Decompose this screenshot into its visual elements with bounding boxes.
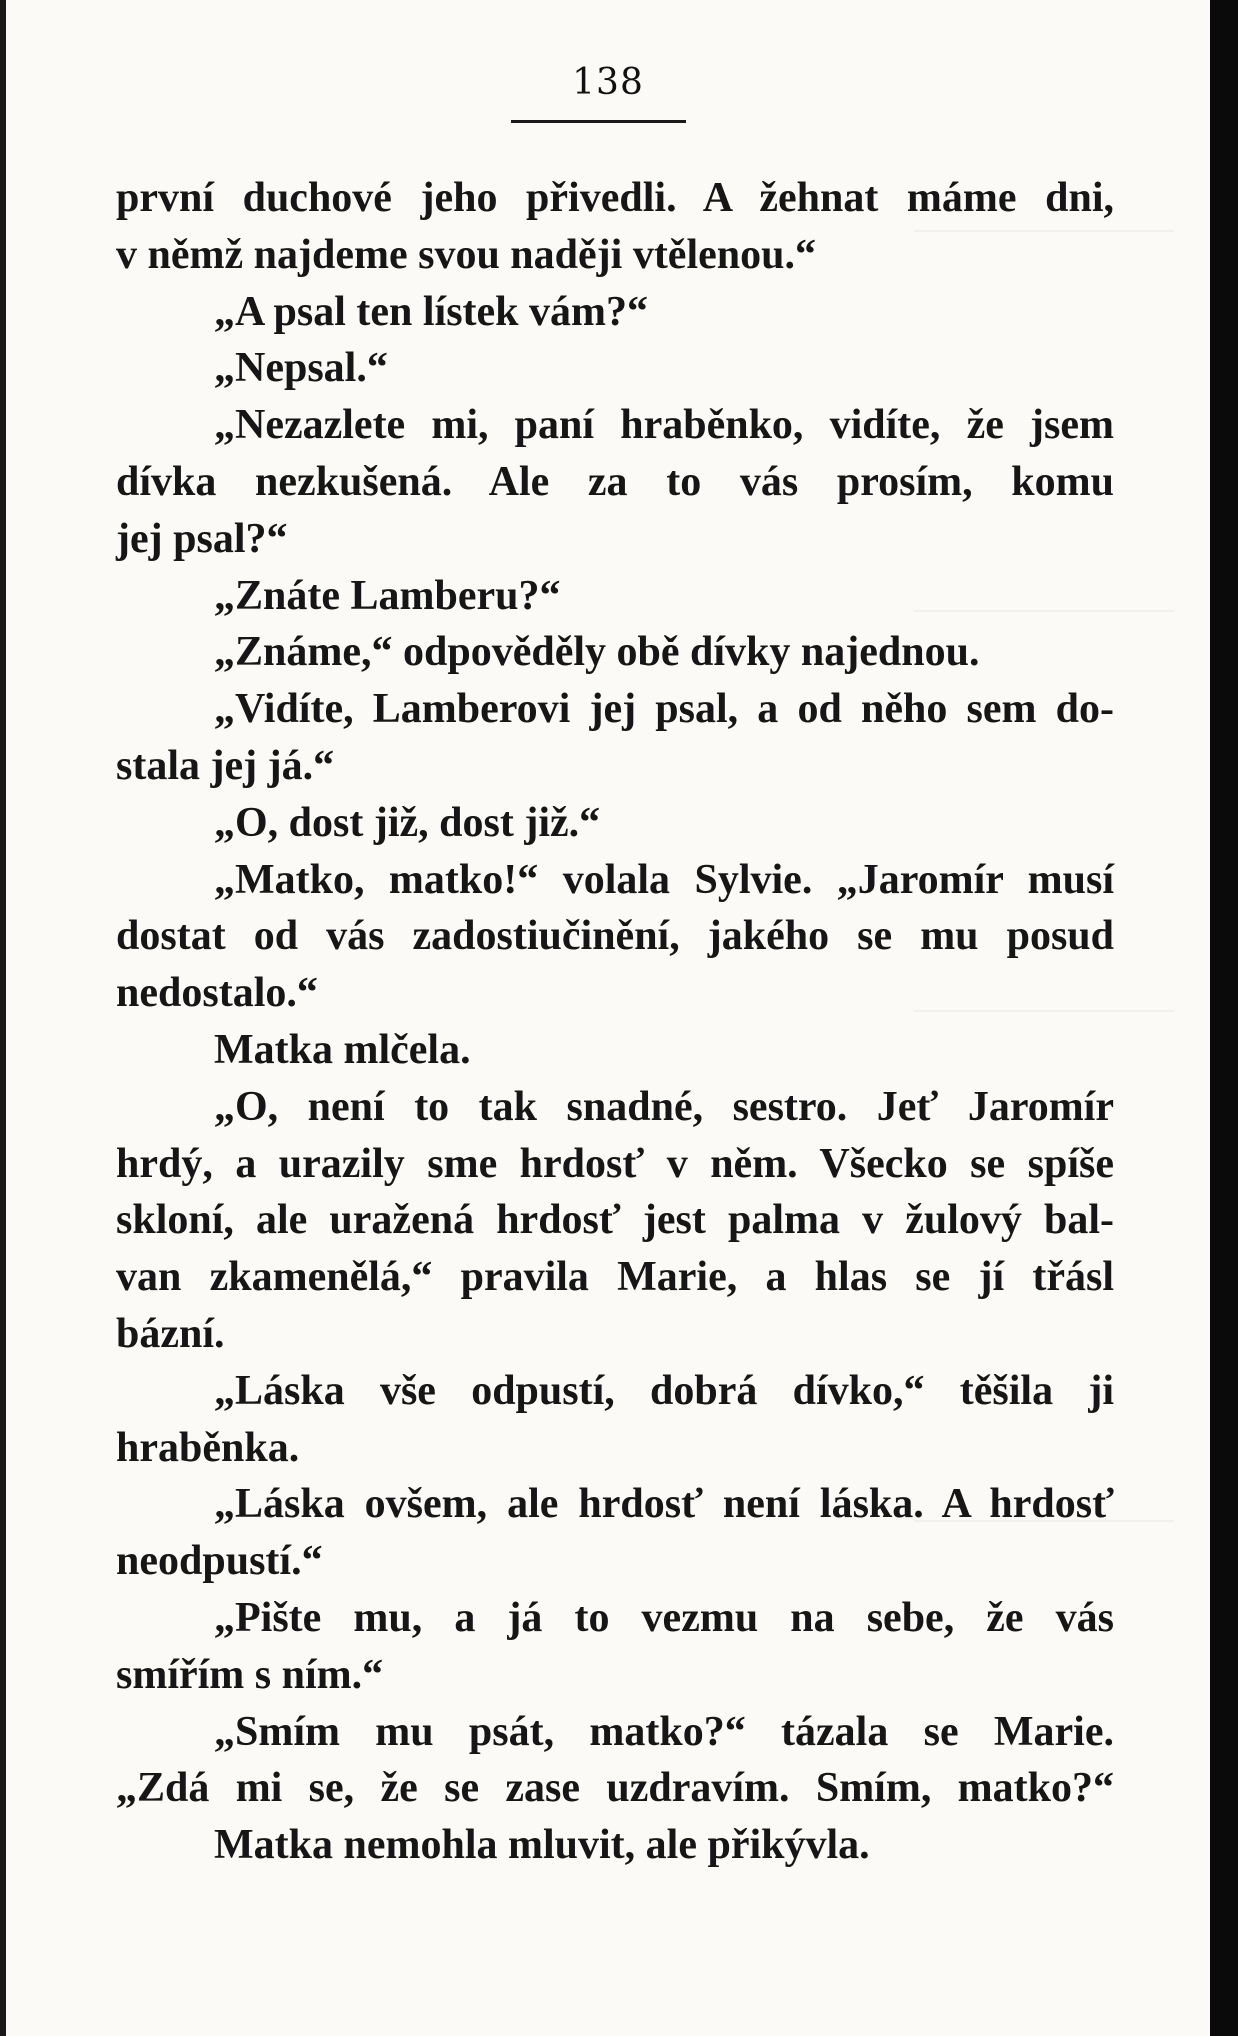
text-line: „Zdá mi se, že se zase uzdravím. Smím, matko?“ [116, 1765, 1114, 1812]
text-line: dostat od vás zadostiučinění, jakého se mu posud [116, 913, 1114, 960]
text-line: skloní, ale uražená hrdosť jest palma v žulový bal- [116, 1197, 1114, 1244]
body-text [116, 170, 1114, 1874]
page-number: 138 [572, 62, 644, 103]
text-line: „Znáte Lamberu?“ [214, 572, 561, 619]
text-line: „Láska ovšem, ale hrdosť není láska. A hrdosť [214, 1481, 1114, 1528]
text-line: „Známe,“ odpověděly obě dívky najednou. [214, 629, 980, 676]
header-rule [511, 120, 686, 123]
text-line: „O, není to tak snadné, sestro. Jeť Jaromír [214, 1083, 1114, 1130]
book-page [6, 0, 1210, 2036]
text-line: „O, dost již, dost již.“ [214, 799, 601, 846]
text-line: „Smím mu psát, matko?“ tázala se Marie. [214, 1708, 1114, 1755]
text-line: smířím s ním.“ [116, 1651, 384, 1698]
text-line: Matka mlčela. [214, 1026, 471, 1073]
text-line: bázní. [116, 1310, 225, 1357]
scan-edge-right [1210, 0, 1238, 2036]
text-line: „Pište mu, a já to vezmu na sebe, že vás [214, 1594, 1114, 1641]
text-line: „Nezazlete mi, paní hraběnko, vidíte, že jsem [214, 402, 1114, 449]
text-line: v němž najdeme svou naději vtělenou.“ [116, 231, 816, 278]
text-line: hraběnka. [116, 1424, 300, 1471]
text-line: van zkamenělá,“ pravila Marie, a hlas se jí třásl [116, 1254, 1114, 1301]
text-line: dívka nezkušená. Ale za to vás prosím, komu [116, 458, 1114, 505]
text-line: první duchové jeho přivedli. A žehnat máme dni, [116, 175, 1114, 221]
text-line: hrdý, a urazily sme hrdosť v něm. Všecko se spíše [116, 1140, 1114, 1187]
text-line: „Láska vše odpustí, dobrá dívko,“ těšila ji [214, 1367, 1114, 1414]
text-line: „Vidíte, Lamberovi jej psal, a od něho sem do- [214, 686, 1114, 733]
text-line: jej psal?“ [116, 515, 288, 562]
text-line: Matka nemohla mluvit, ale přikývla. [214, 1822, 870, 1869]
text-line: stala jej já.“ [116, 742, 335, 789]
text-line: neodpustí.“ [116, 1538, 323, 1585]
text-line: nedostalo.“ [116, 970, 318, 1017]
text-line: „Nepsal.“ [214, 345, 388, 392]
text-line: „Matko, matko!“ volala Sylvie. „Jaromír musí [214, 856, 1114, 903]
text-line: „A psal ten lístek vám?“ [214, 288, 649, 335]
